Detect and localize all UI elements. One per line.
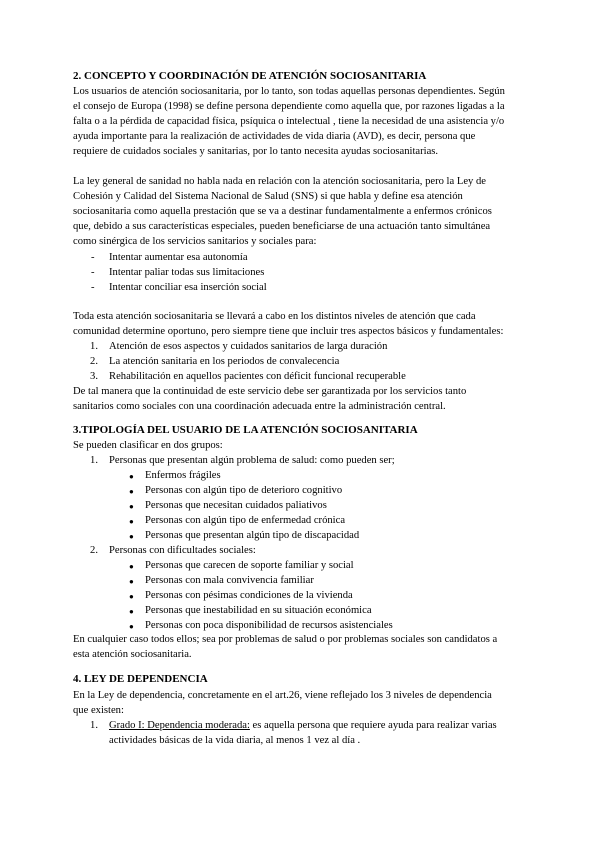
section-3-intro: Se pueden clasificar en dos grupos: bbox=[73, 440, 223, 451]
text-line: La ley general de sanidad no habla nada en relación con la atención sociosanitaria, pero la Ley de bbox=[73, 176, 486, 187]
text-line: Cohesión y Calidad del Sistema Nacional de Salud (SNS) si que habla y define esa atención bbox=[73, 191, 463, 202]
text-line: comunidad determine oportuno, pero siempre tiene que incluir tres aspectos básicos y fundamentales: bbox=[73, 326, 504, 337]
text-line: sanitarios como sociales con una coordinación adecuada entre la administración central. bbox=[73, 401, 446, 412]
bullet-icon: ● bbox=[129, 622, 134, 631]
bullet-icon: ● bbox=[129, 472, 134, 481]
text-line: Toda esta atención sociosanitaria se llevará a cabo en los distintos niveles de atención que cada bbox=[73, 311, 476, 322]
section-3-heading: 3.TIPOLOGÍA DEL USUARIO DE LA ATENCIÓN SOCIOSANITARIA bbox=[73, 424, 418, 436]
dash-item: Intentar aumentar esa autonomía bbox=[109, 252, 248, 263]
bullet-item: Personas con mala convivencia familiar bbox=[145, 575, 314, 586]
bullet-item: Personas con poca disponibilidad de recursos asistenciales bbox=[145, 620, 393, 631]
text-line: como sinérgica de los servicios sanitarios y sociales para: bbox=[73, 236, 317, 247]
list-number: 2. bbox=[90, 545, 98, 556]
section-2-heading: 2. CONCEPTO Y COORDINACIÓN DE ATENCIÓN SOCIOSANITARIA bbox=[73, 70, 427, 82]
bullet-item: Personas que inestabilidad en su situación económica bbox=[145, 605, 372, 616]
bullet-item: Personas que carecen de soporte familiar y social bbox=[145, 560, 354, 571]
list-item: La atención sanitaria en los periodos de convalecencia bbox=[109, 356, 340, 367]
grade-item bbox=[109, 718, 497, 733]
list-item: Atención de esos aspectos y cuidados sanitarios de larga duración bbox=[109, 341, 388, 352]
bullet-icon: ● bbox=[129, 487, 134, 496]
list-number: 3. bbox=[90, 371, 98, 382]
dash-marker: - bbox=[91, 267, 95, 278]
text-line: ayuda importante para la realización de actividades de vida diaria (AVD), es decir, persona que bbox=[73, 131, 476, 142]
bullet-item: Personas que necesitan cuidados paliativos bbox=[145, 500, 327, 511]
text-line: En la Ley de dependencia, concretamente en el art.26, viene reflejado los 3 niveles de dependencia bbox=[73, 690, 492, 701]
bullet-icon: ● bbox=[129, 532, 134, 541]
bullet-item: Enfermos frágiles bbox=[145, 470, 221, 481]
section-4-heading: 4. LEY DE DEPENDENCIA bbox=[73, 673, 208, 685]
dash-marker: - bbox=[91, 252, 95, 263]
text-line: requiere de cuidados sociales y sanitarias, por lo tanto necesita ayudas sociosanitarias. bbox=[73, 146, 439, 157]
bullet-item: Personas con algún tipo de enfermedad crónica bbox=[145, 515, 346, 526]
dash-item: Intentar conciliar esa inserción social bbox=[109, 282, 267, 293]
bullet-item: Personas con pésimas condiciones de la vivienda bbox=[145, 590, 353, 601]
group-title: Personas con dificultades sociales: bbox=[109, 545, 256, 556]
bullet-icon: ● bbox=[129, 562, 134, 571]
bullet-icon: ● bbox=[129, 592, 134, 601]
text-line: sociosanitaria como aquella prestación que se va a destinar fundamentalmente a enfermos crónicos bbox=[73, 206, 492, 217]
list-number: 2. bbox=[90, 356, 98, 367]
dash-marker: - bbox=[91, 282, 95, 293]
list-number: 1. bbox=[90, 341, 98, 352]
bullet-icon: ● bbox=[129, 517, 134, 526]
list-number: 1. bbox=[90, 720, 98, 731]
list-number: 1. bbox=[90, 455, 98, 466]
text-line: que existen: bbox=[73, 705, 124, 716]
grade-text-line-2: actividades básicas de la vida diaria, al menos 1 vez al día . bbox=[109, 735, 361, 746]
text-line: el consejo de Europa (1998) se define persona dependiente como aquella que, por razones ligadas a la bbox=[73, 101, 505, 112]
bullet-item: Personas que presentan algún tipo de discapacidad bbox=[145, 530, 360, 541]
text-line: En cualquier caso todos ellos; sea por problemas de salud o por problemas sociales son candidatos a bbox=[73, 634, 498, 645]
list-item: Rehabilitación en aquellos pacientes con déficit funcional recuperable bbox=[109, 371, 406, 382]
grade-label: Grado I: Dependencia moderada: bbox=[109, 720, 250, 731]
group-title: Personas que presentan algún problema de salud: como pueden ser; bbox=[109, 455, 395, 466]
text-line: que, debido a sus características especiales, pueden beneficiarse de una actuación tanto simultánea bbox=[73, 221, 491, 232]
grade-text: es aquella persona que requiere ayuda para realizar varias bbox=[249, 720, 497, 731]
text-line: falta o a la pérdida de capacidad física, psíquica o intelectual , tiene la necesidad de una asistencia y/o bbox=[73, 116, 505, 127]
text-line: Los usuarios de atención sociosanitaria, por lo tanto, son todas aquellas personas dependientes. Según bbox=[73, 86, 505, 97]
text-line: De tal manera que la continuidad de este servicio debe ser garantizada por los servicios tanto bbox=[73, 386, 467, 397]
bullet-item: Personas con algún tipo de deterioro cognitivo bbox=[145, 485, 343, 496]
bullet-icon: ● bbox=[129, 577, 134, 586]
bullet-icon: ● bbox=[129, 607, 134, 616]
bullet-icon: ● bbox=[129, 502, 134, 511]
text-line: esta atención sociosanitaria. bbox=[73, 649, 192, 660]
dash-item: Intentar paliar todas sus limitaciones bbox=[109, 267, 265, 278]
